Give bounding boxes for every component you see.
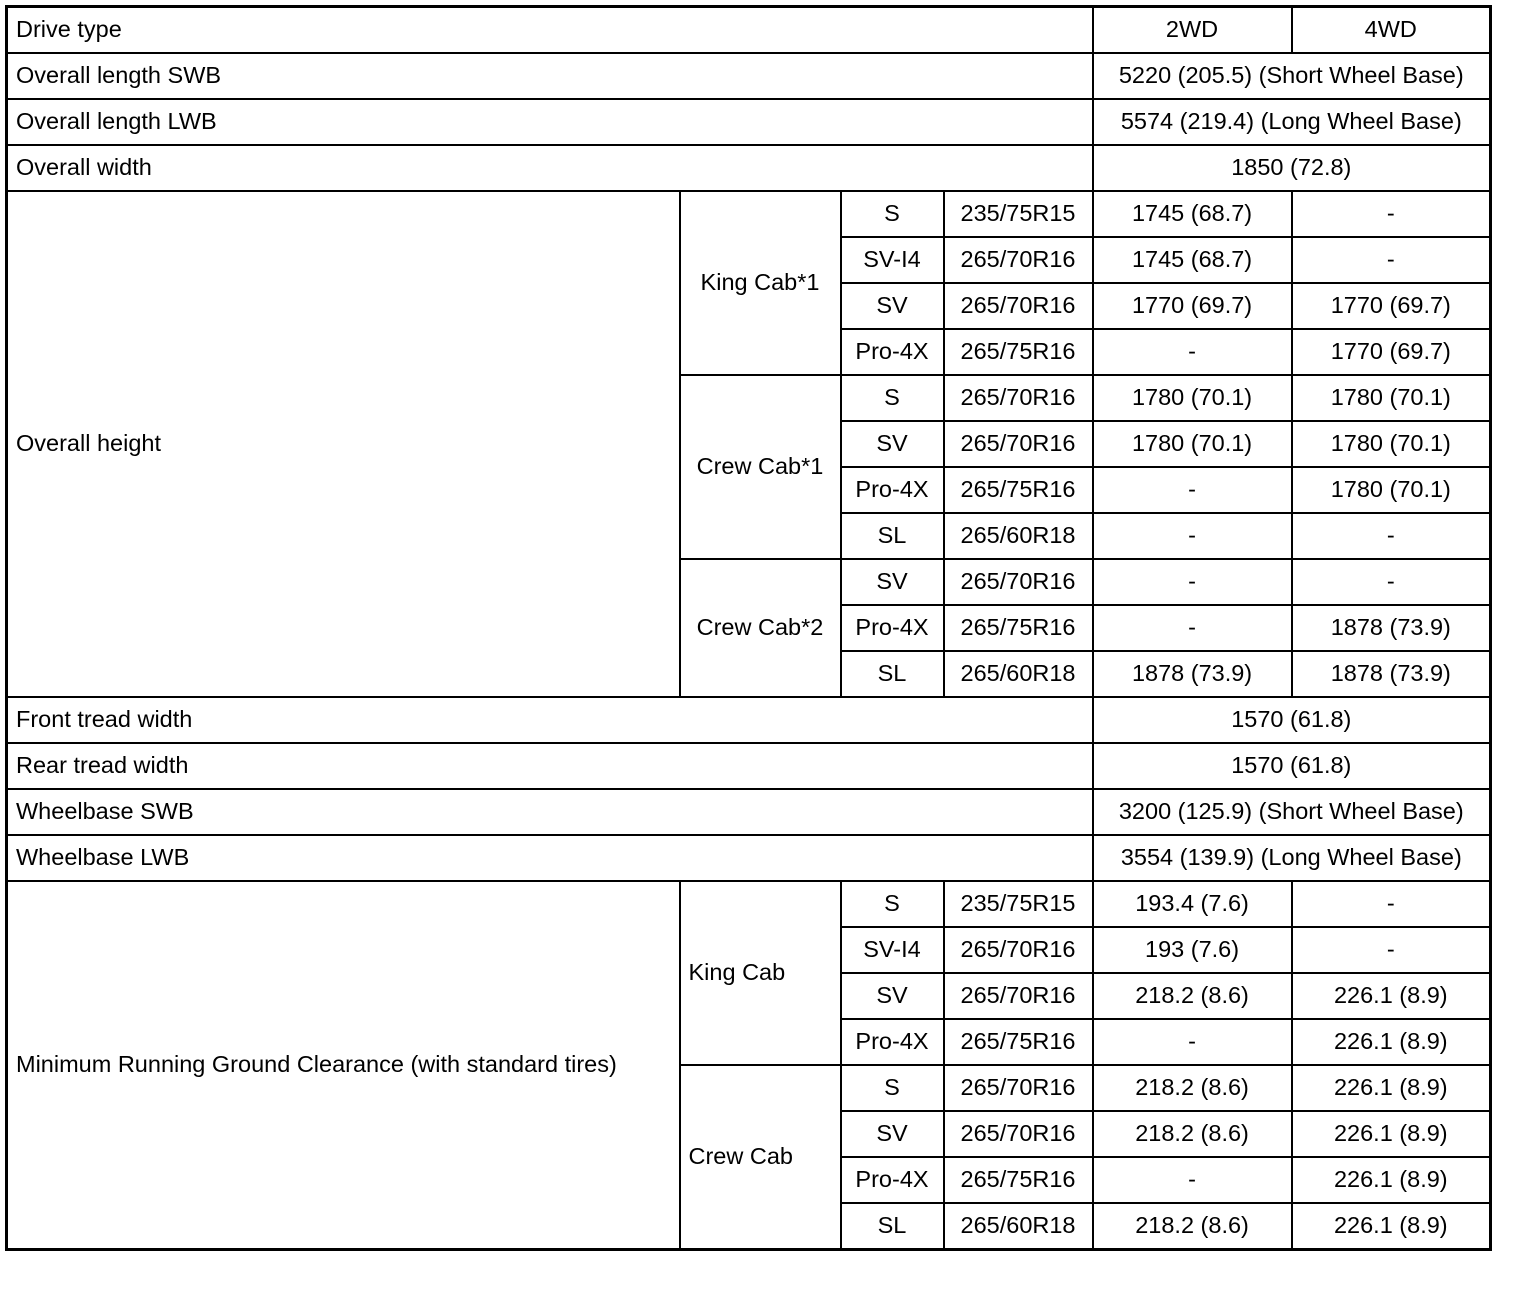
overall-height-row	[7, 191, 1491, 237]
grade-cell: Pro-4X	[841, 1157, 944, 1203]
value-2wd-cell: 218.2 (8.6)	[1093, 973, 1292, 1019]
value-2wd-cell: -	[1093, 1019, 1292, 1065]
spec-label: Wheelbase SWB	[7, 789, 1093, 835]
grade-cell: S	[841, 1065, 944, 1111]
spec-label: Overall length SWB	[7, 53, 1093, 99]
cab-type-label: King Cab*1	[680, 191, 841, 375]
tire-size-cell: 265/60R18	[944, 1203, 1093, 1250]
tire-size-cell: 265/70R16	[944, 237, 1093, 283]
overall-height-label: Overall height	[7, 191, 680, 697]
value-2wd-cell: 1780 (70.1)	[1093, 375, 1292, 421]
value-4wd-cell: 1770 (69.7)	[1292, 283, 1491, 329]
spec-label: Overall length LWB	[7, 99, 1093, 145]
value-2wd-cell: 193.4 (7.6)	[1093, 881, 1292, 927]
spec-value: 1570 (61.8)	[1093, 743, 1491, 789]
grade-cell: SL	[841, 651, 944, 697]
value-4wd-cell: 226.1 (8.9)	[1292, 1019, 1491, 1065]
tire-size-cell: 265/70R16	[944, 559, 1093, 605]
value-4wd-cell: -	[1292, 881, 1491, 927]
value-2wd-cell: 218.2 (8.6)	[1093, 1111, 1292, 1157]
grade-cell: SV-I4	[841, 927, 944, 973]
grade-cell: S	[841, 375, 944, 421]
spec-value: 3554 (139.9) (Long Wheel Base)	[1093, 835, 1491, 881]
spec-value: 3200 (125.9) (Short Wheel Base)	[1093, 789, 1491, 835]
cab-type-label: Crew Cab*1	[680, 375, 841, 559]
value-4wd-cell: -	[1292, 559, 1491, 605]
column-header-4wd: 4WD	[1292, 7, 1491, 54]
tire-size-cell: 265/75R16	[944, 1019, 1093, 1065]
value-2wd-cell: -	[1093, 467, 1292, 513]
spec-value: 5574 (219.4) (Long Wheel Base)	[1093, 99, 1491, 145]
tire-size-cell: 265/60R18	[944, 651, 1093, 697]
grade-cell: SV	[841, 421, 944, 467]
drive-type-label: Drive type	[7, 7, 1093, 54]
value-4wd-cell: 1780 (70.1)	[1292, 375, 1491, 421]
spec-label: Front tread width	[7, 697, 1093, 743]
grade-cell: Pro-4X	[841, 605, 944, 651]
value-4wd-cell: 1878 (73.9)	[1292, 651, 1491, 697]
grade-cell: SV	[841, 283, 944, 329]
value-2wd-cell: 1878 (73.9)	[1093, 651, 1292, 697]
value-2wd-cell: -	[1093, 329, 1292, 375]
value-2wd-cell: 1770 (69.7)	[1093, 283, 1292, 329]
grade-cell: SV-I4	[841, 237, 944, 283]
value-4wd-cell: -	[1292, 513, 1491, 559]
tire-size-cell: 265/75R16	[944, 1157, 1093, 1203]
value-2wd-cell: -	[1093, 1157, 1292, 1203]
cab-type-label: Crew Cab*2	[680, 559, 841, 697]
header-row	[7, 7, 1491, 54]
tire-size-cell: 265/75R16	[944, 605, 1093, 651]
dimensions-table	[5, 5, 1492, 1251]
value-2wd-cell: -	[1093, 513, 1292, 559]
spec-label: Overall width	[7, 145, 1093, 191]
grade-cell: Pro-4X	[841, 1019, 944, 1065]
tire-size-cell: 265/70R16	[944, 375, 1093, 421]
tire-size-cell: 265/70R16	[944, 1111, 1093, 1157]
cab-type-label: Crew Cab	[680, 1065, 841, 1250]
tire-size-cell: 265/75R16	[944, 467, 1093, 513]
value-2wd-cell: 1780 (70.1)	[1093, 421, 1292, 467]
value-4wd-cell: 226.1 (8.9)	[1292, 1065, 1491, 1111]
value-4wd-cell: -	[1292, 191, 1491, 237]
spec-row	[7, 743, 1491, 789]
spec-value: 5220 (205.5) (Short Wheel Base)	[1093, 53, 1491, 99]
tire-size-cell: 265/75R16	[944, 329, 1093, 375]
grade-cell: S	[841, 191, 944, 237]
value-2wd-cell: 218.2 (8.6)	[1093, 1065, 1292, 1111]
grade-cell: SV	[841, 1111, 944, 1157]
tire-size-cell: 265/70R16	[944, 1065, 1093, 1111]
spec-label: Rear tread width	[7, 743, 1093, 789]
value-4wd-cell: 1780 (70.1)	[1292, 421, 1491, 467]
tire-size-cell: 265/70R16	[944, 973, 1093, 1019]
value-4wd-cell: 226.1 (8.9)	[1292, 1203, 1491, 1250]
value-2wd-cell: 193 (7.6)	[1093, 927, 1292, 973]
tire-size-cell: 265/60R18	[944, 513, 1093, 559]
spec-value: 1570 (61.8)	[1093, 697, 1491, 743]
value-4wd-cell: 1780 (70.1)	[1292, 467, 1491, 513]
spec-label: Wheelbase LWB	[7, 835, 1093, 881]
value-2wd-cell: 218.2 (8.6)	[1093, 1203, 1292, 1250]
cab-type-label: King Cab	[680, 881, 841, 1065]
value-2wd-cell: 1745 (68.7)	[1093, 237, 1292, 283]
value-4wd-cell: 226.1 (8.9)	[1292, 973, 1491, 1019]
spec-value: 1850 (72.8)	[1093, 145, 1491, 191]
value-4wd-cell: -	[1292, 927, 1491, 973]
value-4wd-cell: 1770 (69.7)	[1292, 329, 1491, 375]
spec-row	[7, 53, 1491, 99]
tire-size-cell: 265/70R16	[944, 283, 1093, 329]
spec-row	[7, 697, 1491, 743]
grade-cell: SV	[841, 973, 944, 1019]
grade-cell: Pro-4X	[841, 329, 944, 375]
value-4wd-cell: 1878 (73.9)	[1292, 605, 1491, 651]
grade-cell: Pro-4X	[841, 467, 944, 513]
ground-clearance-row	[7, 881, 1491, 927]
value-2wd-cell: -	[1093, 559, 1292, 605]
grade-cell: SV	[841, 559, 944, 605]
value-4wd-cell: 226.1 (8.9)	[1292, 1111, 1491, 1157]
spec-row	[7, 99, 1491, 145]
tire-size-cell: 235/75R15	[944, 191, 1093, 237]
tire-size-cell: 265/70R16	[944, 421, 1093, 467]
grade-cell: S	[841, 881, 944, 927]
spec-row	[7, 835, 1491, 881]
value-4wd-cell: 226.1 (8.9)	[1292, 1157, 1491, 1203]
spec-row	[7, 145, 1491, 191]
tire-size-cell: 235/75R15	[944, 881, 1093, 927]
column-header-2wd: 2WD	[1093, 7, 1292, 54]
spec-row	[7, 789, 1491, 835]
tire-size-cell: 265/70R16	[944, 927, 1093, 973]
dimensions-table-body	[7, 7, 1491, 1250]
ground-clearance-label: Minimum Running Ground Clearance (with standard tires)	[7, 881, 680, 1250]
value-4wd-cell: -	[1292, 237, 1491, 283]
value-2wd-cell: -	[1093, 605, 1292, 651]
value-2wd-cell: 1745 (68.7)	[1093, 191, 1292, 237]
grade-cell: SL	[841, 1203, 944, 1250]
grade-cell: SL	[841, 513, 944, 559]
